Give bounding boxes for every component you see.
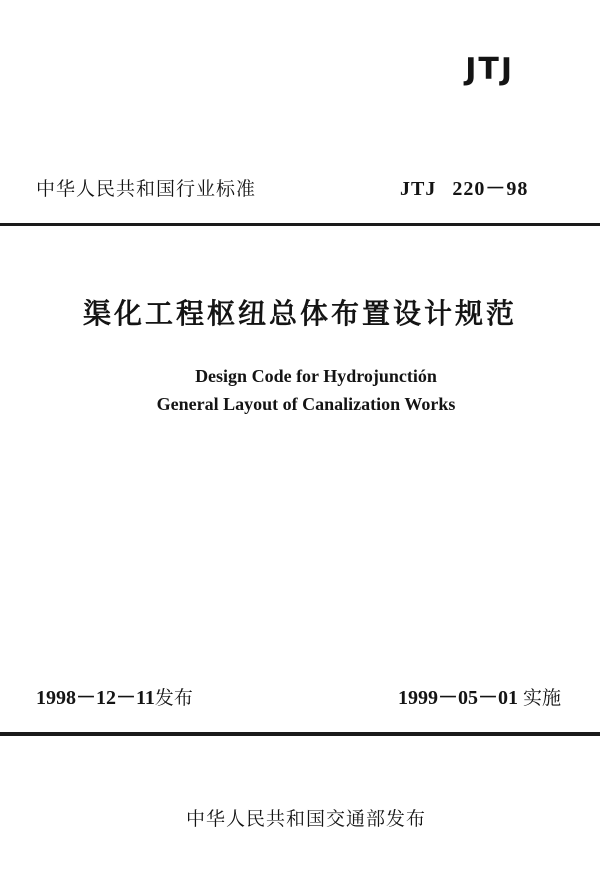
bottom-divider — [0, 732, 600, 736]
standard-category: 中华人民共和国行业标准 — [36, 178, 257, 200]
effective-date — [398, 681, 561, 710]
top-divider — [0, 223, 600, 226]
standard-number: JTJ 220－98 — [400, 178, 529, 200]
document-title-chinese: 渠化工程枢纽总体布置设计规范 — [82, 297, 517, 330]
effective-date-label: 实施 — [523, 687, 562, 709]
publisher: 中华人民共和国交通部发布 — [185, 808, 426, 830]
effective-date-value: 1999－05－01 — [398, 687, 518, 709]
document-title-english-line1: Design Code for Hydrojunctión — [195, 366, 437, 386]
issue-date-label: 发布 — [154, 687, 193, 709]
document-title-english-line2: General Layout of Canalization Works — [156, 394, 456, 414]
issue-date — [36, 681, 193, 710]
issue-date-value: 1998－12－11 — [36, 687, 155, 709]
series-code: JTJ — [465, 52, 514, 87]
